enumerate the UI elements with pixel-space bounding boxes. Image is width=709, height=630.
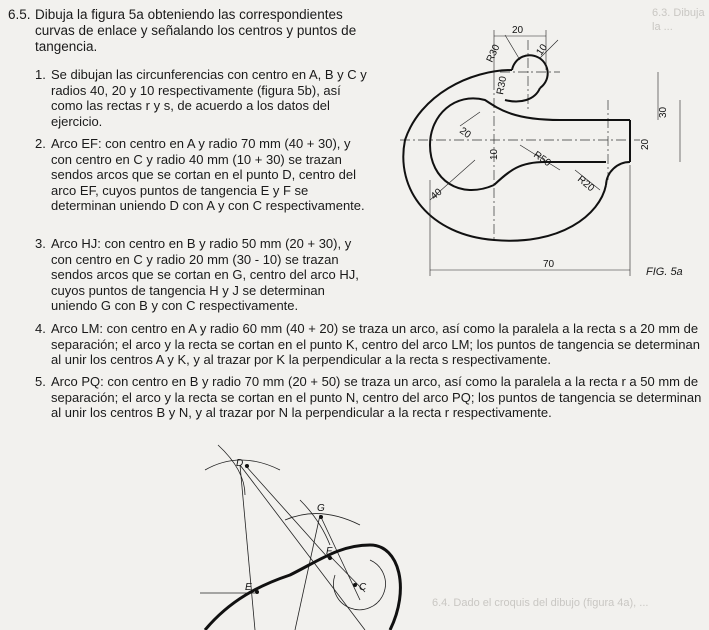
point-g-label: G — [317, 503, 325, 514]
point-e-label: E — [245, 582, 252, 593]
construction-line-d-a — [240, 465, 255, 630]
dim-10-inner: 10 — [489, 148, 500, 160]
step-text: Arco HJ: con centro en B y radio 50 mm (20 + 30), y con centro en C y radio 20 mm (30 - 10) se trazan sendos arcos que se cortan en G, centro del arco HJ, cuyos puntos de tangencia H y J se determinan uniendo G con B y con C respectivamente. — [51, 236, 359, 314]
step-text: Arco EF: con centro en A y radio 70 mm (40 + 30), y con centro en C y radio 40 mm (10 + 30) se trazan sendos arcos que se cortan en el punto D, centro del arco EF, cuyos puntos de tangencia E y F se determinan uniendo D con A y con C respectivamente. — [51, 136, 365, 214]
dim-10-top: 10 — [534, 42, 550, 58]
construction-arc-d-2 — [218, 445, 245, 495]
dim-r30-top: R30 — [484, 42, 503, 65]
step-text: Arco PQ: con centro en B y radio 70 mm (20 + 50) se traza un arco, así como la paralela a la recta r a 50 mm de separación; el arco y la recta se cortan en el punto N, centro del arco PQ; los puntos de tangencia se determinan al unir los centros B y N, y al trazar por N la perpendicular a la recta r respectivamente. — [51, 374, 702, 421]
dim-r30-mid: R30 — [495, 75, 510, 96]
outline-inner-curve — [430, 98, 560, 190]
dim-line-r30-top — [505, 35, 520, 60]
step-number: 2. — [35, 136, 46, 151]
figure-5a-caption: FIG. 5a — [646, 266, 683, 278]
step-number: 1. — [35, 67, 46, 82]
step-text: Arco LM: con centro en A y radio 60 mm (40 + 20) se traza un arco, así como la paralela a la recta s a 20 mm de separación; el arco y la recta se cortan en el punto K, centro del arco LM; los puntos de tangencia se determinan al unir los centros A y K, y al trazar por K la perpendicular a la recta s respectivamente. — [51, 321, 700, 368]
dim-r50: R50 — [531, 149, 553, 169]
dim-r20: R20 — [575, 173, 597, 195]
point-c-marker — [353, 583, 357, 587]
point-d-label: D — [236, 458, 244, 469]
outline-neck — [505, 88, 540, 102]
dim-line-20-inner — [460, 112, 480, 126]
outline-top-arc — [512, 55, 548, 88]
construction-result-curve — [205, 545, 400, 630]
outline-r20-arc — [606, 162, 630, 185]
exercise-number: 6.5. — [8, 7, 31, 22]
exercise-title: Dibuja la figura 5a obteniendo las correspondientes curvas de enlace y señalando los centros y puntos de tangencia. — [35, 7, 357, 54]
construction-arc-g-1 — [285, 514, 360, 525]
step-number: 5. — [35, 374, 46, 389]
step-number: 3. — [35, 236, 46, 251]
step-number: 4. — [35, 321, 46, 336]
construction-line-g-b — [295, 515, 320, 630]
point-g-marker — [319, 515, 323, 519]
point-c-label: C — [359, 582, 367, 593]
dim-40: 40 — [428, 186, 445, 203]
point-d-marker — [245, 464, 249, 468]
dim-20-right: 20 — [640, 138, 651, 150]
dim-70: 70 — [543, 259, 555, 270]
dim-20-top: 20 — [512, 25, 524, 36]
dim-20-inner: 20 — [457, 125, 473, 141]
figure-5b — [200, 445, 400, 630]
point-e-marker — [255, 590, 259, 594]
bleed-through-bottom: 6.4. Dado el croquis del dibujo (figura 4a), ... — [432, 597, 649, 609]
point-f-label: F — [326, 546, 333, 557]
bleed-through-top: 6.3. Dibuja la ... — [652, 7, 705, 33]
dim-30-right: 30 — [658, 106, 669, 118]
step-text: Se dibujan las circunferencias con centro en A, B y C y radios 40, 20 y 10 respectivamente (figura 5b), así como las rectas r y s, de acuerdo a los datos del ejercicio. — [51, 67, 367, 129]
